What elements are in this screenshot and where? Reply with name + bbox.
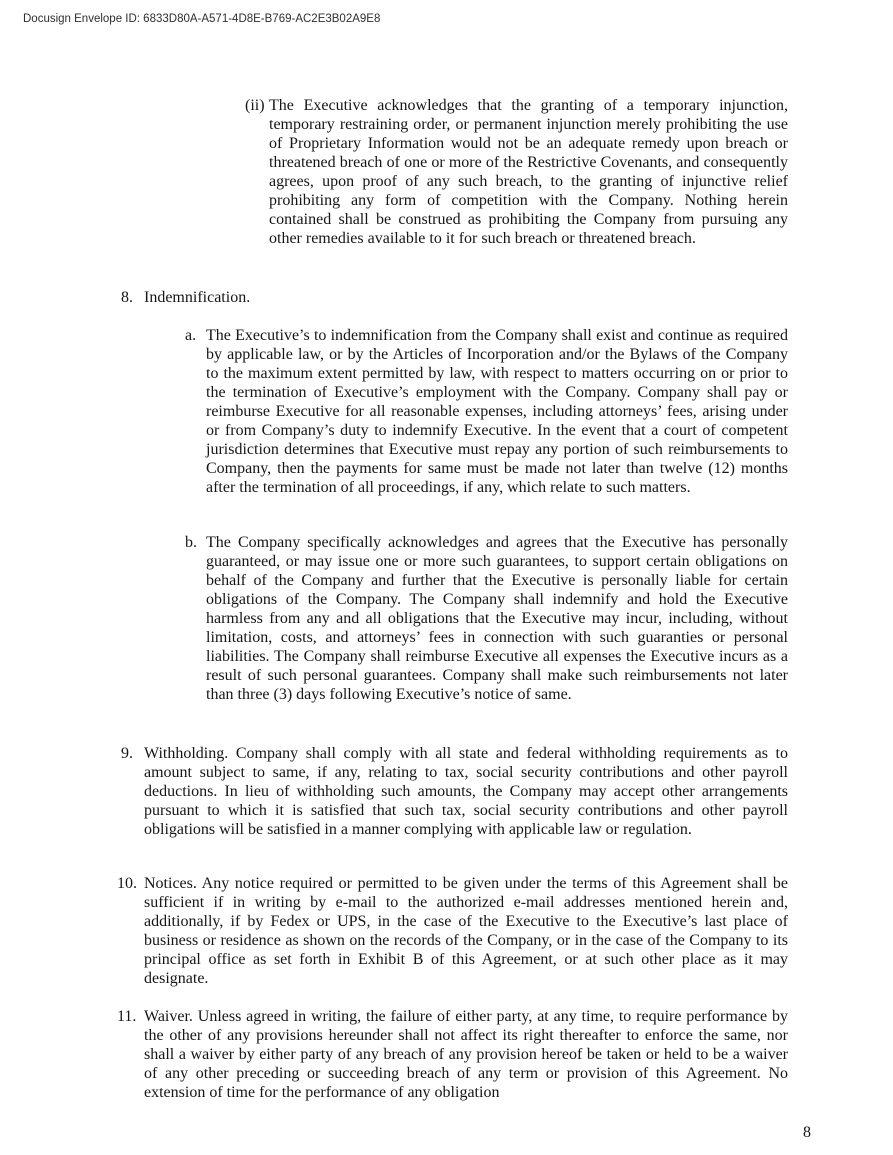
- section-11-text: Waiver. Unless agreed in writing, the failure of either party, at any time, to require performance by the other of any provisions hereunder shall not affect its right thereafter to enforce the same, nor shall a waiver by either party of any breach of any provision hereof be taken or held to be a waiver of any other preceding or succeeding breach of any term or provision of this Agreement. No extension of time for the performance of any obligation: [144, 1008, 788, 1101]
- clause-ii-text: The Executive acknowledges that the granting of a temporary injunction, temporary restraining order, or permanent injunction merely prohibiting the use of Proprietary Information would not be an adequate remedy upon breach or threatened breach of one or more of the Restrictive Covenants, and consequently agrees, upon proof of any such breach, to the granting of injunctive relief prohibiting any form of competition with the Company. Nothing herein contained shall be construed as prohibiting the Company from pursuing any other remedies available to it for such breach or threatened breach.: [269, 97, 788, 247]
- section-8-number: 8.: [121, 289, 133, 306]
- section-10-notices: [117, 874, 788, 988]
- section-10-text: Notices. Any notice required or permitted to be given under the terms of this Agreement shall be sufficient if in writing by e-mail to the authorized e-mail addresses mentioned herein and, additionally, if by Fedex or UPS, in the case of the Executive to the Executive’s last place of business or residence as shown on the records of the Company, or in the case of the Company to its principal office as set forth in Exhibit B of this Agreement, or at such other place as it may designate.: [144, 875, 788, 987]
- clause-ii-marker: (ii): [245, 97, 265, 114]
- item-a-marker: a.: [185, 327, 197, 344]
- section-9-number: 9.: [121, 745, 133, 762]
- section-8-item-a: [185, 326, 788, 497]
- section-8-title: Indemnification.: [144, 289, 251, 306]
- page-number: 8: [803, 1124, 811, 1141]
- section-8-item-b: [185, 533, 788, 704]
- item-b-marker: b.: [185, 534, 197, 551]
- section-11-waiver: [117, 1007, 788, 1102]
- item-b-text: The Company specifically acknowledges and agrees that the Executive has personally guaranteed, or may issue one or more such guarantees, to support certain obligations on behalf of the Company and further that the Executive is personally liable for certain obligations of the Company. The Company shall indemnify and hold the Executive harmless from any and all obligations that the Executive may incur, including, without limitation, costs, and attorneys’ fees in connection with such guaranties or personal liabilities. The Company shall reimburse Executive all expenses the Executive incurs as a result of such personal guarantees. Company shall make such reimbursements not later than three (3) days following Executive’s notice of same.: [206, 534, 788, 703]
- section-8-heading: [121, 288, 250, 307]
- docusign-envelope-id: Docusign Envelope ID: 6833D80A-A571-4D8E-B769-AC2E3B02A9E8: [23, 13, 381, 25]
- section-9-text: Withholding. Company shall comply with all state and federal withholding requirements as to amount subject to same, if any, relating to tax, social security contributions and other payroll deductions. In lieu of withholding such amounts, the Company may accept other arrangements pursuant to which it is satisfied that such tax, social security contributions and other payroll obligations will be satisfied in a manner complying with applicable law or regulation.: [144, 745, 788, 838]
- section-9-withholding: [121, 744, 788, 839]
- section-11-number: 11.: [117, 1008, 137, 1025]
- section-10-number: 10.: [117, 875, 137, 892]
- clause-ii: [245, 96, 788, 248]
- item-a-text: The Executive’s to indemnification from the Company shall exist and continue as required by applicable law, or by the Articles of Incorporation and/or the Bylaws of the Company to the maximum extent permitted by law, with respect to matters occurring on or prior to the termination of Executive’s employment with the Company. Company shall pay or reimburse Executive for all reasonable expenses, including attorneys’ fees, arising under or from Company’s duty to indemnify Executive. In the event that a court of competent jurisdiction determines that Executive must repay any portion of such reimbursements to Company, then the payments for same must be made not later than twelve (12) months after the termination of all proceedings, if any, which relate to such matters.: [206, 327, 788, 496]
